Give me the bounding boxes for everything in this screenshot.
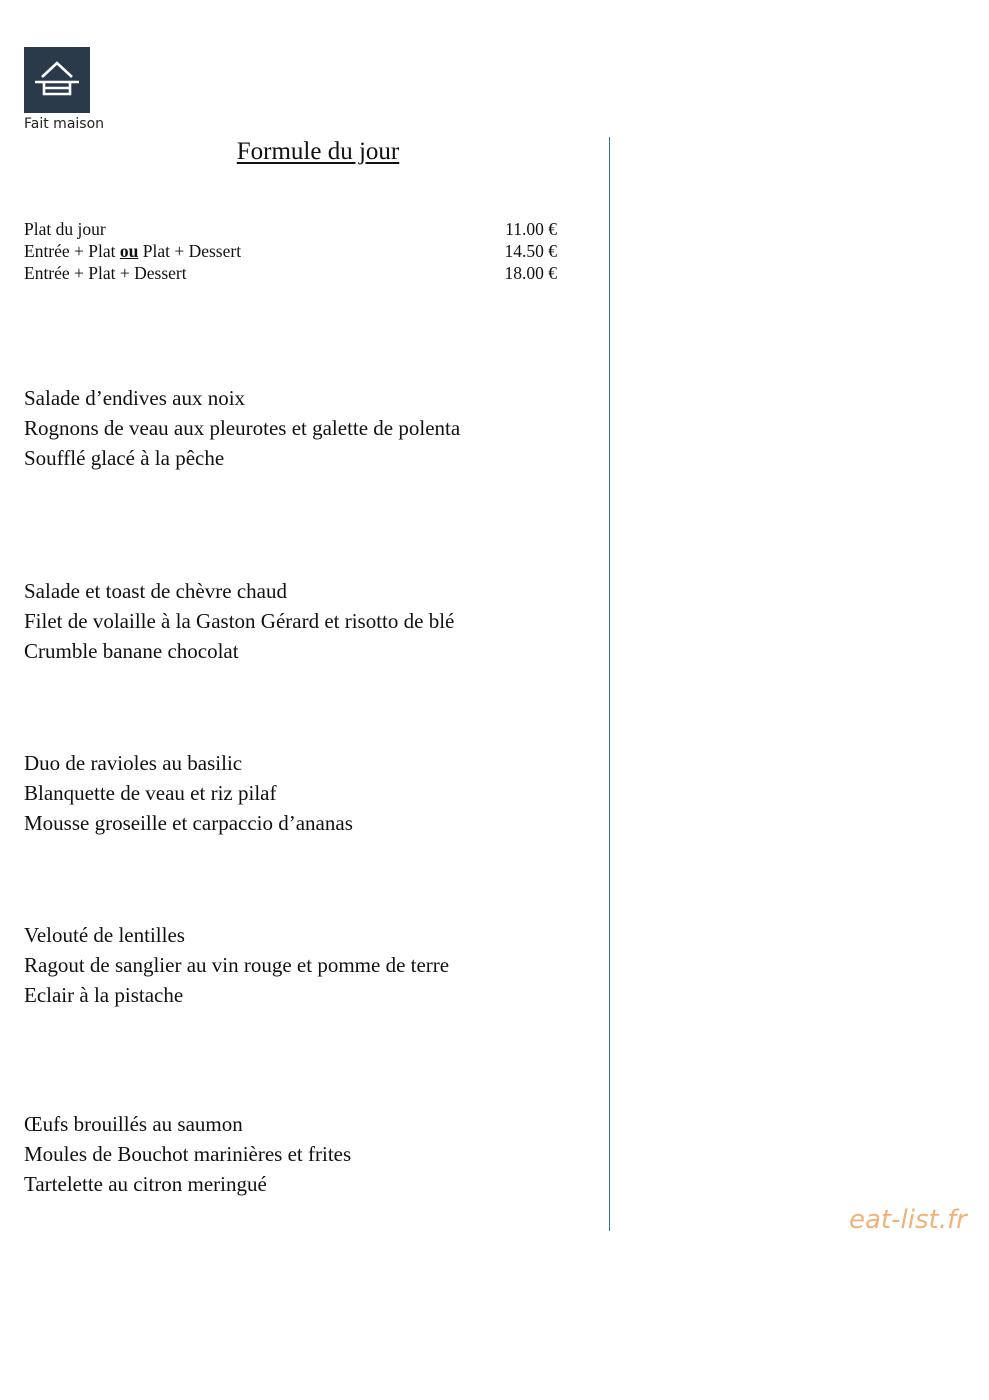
menu-dessert: Eclair à la pistache bbox=[24, 983, 184, 1007]
daily-menu bbox=[24, 920, 449, 1010]
daily-menu bbox=[24, 748, 353, 838]
formule-price-list bbox=[24, 218, 557, 284]
menu-dessert: Tartelette au citron meringué bbox=[24, 1172, 267, 1196]
formule-row bbox=[24, 240, 557, 262]
menu-plat: Blanquette de veau et riz pilaf bbox=[24, 781, 277, 805]
menu-dessert: Crumble banane chocolat bbox=[24, 639, 239, 663]
formule-price: 18.00 € bbox=[504, 263, 557, 283]
page-title: Formule du jour bbox=[236, 138, 400, 165]
menu-plat: Moules de Bouchot marinières et frites bbox=[24, 1142, 352, 1166]
formule-row bbox=[24, 262, 557, 284]
menu-entree: Salade et toast de chèvre chaud bbox=[24, 579, 287, 603]
menu-plat: Filet de volaille à la Gaston Gérard et risotto de blé bbox=[24, 609, 455, 633]
menu-entree: Duo de ravioles au basilic bbox=[24, 751, 243, 775]
logo-caption: Fait maison bbox=[24, 116, 105, 132]
menu-entree: Œufs brouillés au saumon bbox=[24, 1112, 243, 1136]
menu-dessert: Mousse groseille et carpaccio d’ananas bbox=[24, 811, 353, 835]
formule-row bbox=[24, 218, 557, 240]
formule-label: Plat du jour bbox=[24, 219, 106, 239]
menu-entree: Salade d’endives aux noix bbox=[24, 386, 246, 410]
vertical-divider bbox=[609, 137, 610, 1231]
watermark: eat-list.fr bbox=[849, 1205, 967, 1235]
formule-label-part: Entrée + Plat bbox=[24, 241, 120, 261]
menu-dessert: Soufflé glacé à la pêche bbox=[24, 446, 225, 470]
formule-or-word: ou bbox=[119, 241, 139, 261]
house-pan-icon bbox=[24, 47, 90, 113]
formule-label-part: Plat + Dessert bbox=[138, 241, 242, 261]
formule-price: 14.50 € bbox=[504, 241, 557, 261]
formule-price: 11.00 € bbox=[505, 219, 557, 239]
daily-menu bbox=[24, 576, 454, 666]
formule-label bbox=[24, 240, 241, 262]
formule-label: Entrée + Plat + Dessert bbox=[24, 263, 187, 283]
menu-plat: Ragout de sanglier au vin rouge et pomme de terre bbox=[24, 953, 450, 977]
daily-menu bbox=[24, 383, 460, 473]
menu-entree: Velouté de lentilles bbox=[24, 923, 185, 947]
daily-menu bbox=[24, 1109, 351, 1199]
fait-maison-logo bbox=[24, 47, 90, 113]
menu-plat: Rognons de veau aux pleurotes et galette de polenta bbox=[24, 416, 461, 440]
